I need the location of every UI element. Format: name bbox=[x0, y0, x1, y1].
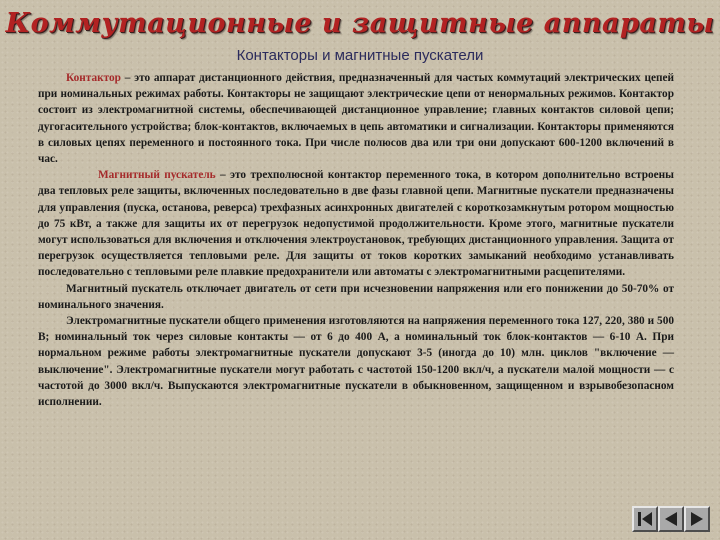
slide-subtitle: Контакторы и магнитные пускатели bbox=[236, 47, 484, 64]
slide-navigation bbox=[632, 506, 710, 532]
first-slide-icon bbox=[636, 511, 654, 527]
paragraph-magnetic-starter bbox=[38, 167, 674, 280]
slide-title: Коммутационные и защитные аппараты bbox=[5, 8, 715, 39]
previous-slide-button[interactable] bbox=[658, 506, 684, 532]
paragraph-text: – это аппарат дистанционного действия, предназначенный для частых коммутаций электрических цепей при номинальных режимах работы. Контакторы не защищают электрические цепи от ненормальных режимов. Контактор состоит из электромагнитной системы, обеспечивающей дистанционное управление; главных контактов силовой цепи; дугогасительного устройства; блок-контактов, включаемых в цепь автоматики и сигнализации. Контакторы применяются в силовых цепях переменного и постоянного тока. При числе полюсов два или три они допускают 600-1200 включений в час. bbox=[38, 72, 674, 166]
paragraph-text: Электромагнитные пускатели общего применения изготовляются на напряжения переменного тока 127, 220, 380 и 500 В; номинальный ток через силовые контакты — от 6 до 400 А, а номинальный ток блок-контактов — 6-10 А. При нормальном режиме работы электромагнитные пускатели допускают 3-5 (иногда до 10) млн. циклов "включение — выключение". Электромагнитные пускатели могут работать с частотой 150-1200 вкл/ч, а пускатели малой мощности — с частотой до 3000 вкл/ч. Выпускаются электромагнитные пускатели в обыкновенном, защищенном и взрывобезопасном исполнении. bbox=[38, 315, 674, 409]
next-slide-button[interactable] bbox=[684, 506, 710, 532]
paragraph-ratings bbox=[38, 313, 674, 410]
paragraph-contactor bbox=[38, 70, 674, 167]
paragraph-text: Магнитный пускатель отключает двигатель от сети при исчезновении напряжения или его понижении до 50-70% от номинального значения. bbox=[38, 282, 674, 311]
term-magnetic-starter: Магнитный пускатель bbox=[98, 169, 216, 182]
body-text bbox=[38, 70, 674, 410]
term-contactor: Контактор bbox=[66, 72, 121, 84]
paragraph-text: – это трехполюсной контактор переменного тока, в котором дополнительно встроены два тепловых реле защиты, включенных последовательно в две фазы главной цепи. Магнитные пускатели предназначены для управления (пуска, останова, реверса) трехфазных асинхронных двигателей с короткозамкнутым ротором мощностью до 75 кВт, а также для защиты их от перегрузок недопустимой продолжительности. Кроме этого, магнитные пускатели могут использоваться для включения и отключения электроустановок, требующих дистанционного управления. Защита от перегрузок осуществляется тепловыми реле. Для защиты от токов коротких замыканий необходимо устанавливать последовательно с тепловыми реле плавкие предохранители или автоматы с электромагнитными расцепителями. bbox=[38, 169, 674, 279]
previous-slide-icon bbox=[662, 511, 680, 527]
next-slide-icon bbox=[688, 511, 706, 527]
paragraph-undervoltage bbox=[38, 281, 674, 313]
first-slide-button[interactable] bbox=[632, 506, 658, 532]
